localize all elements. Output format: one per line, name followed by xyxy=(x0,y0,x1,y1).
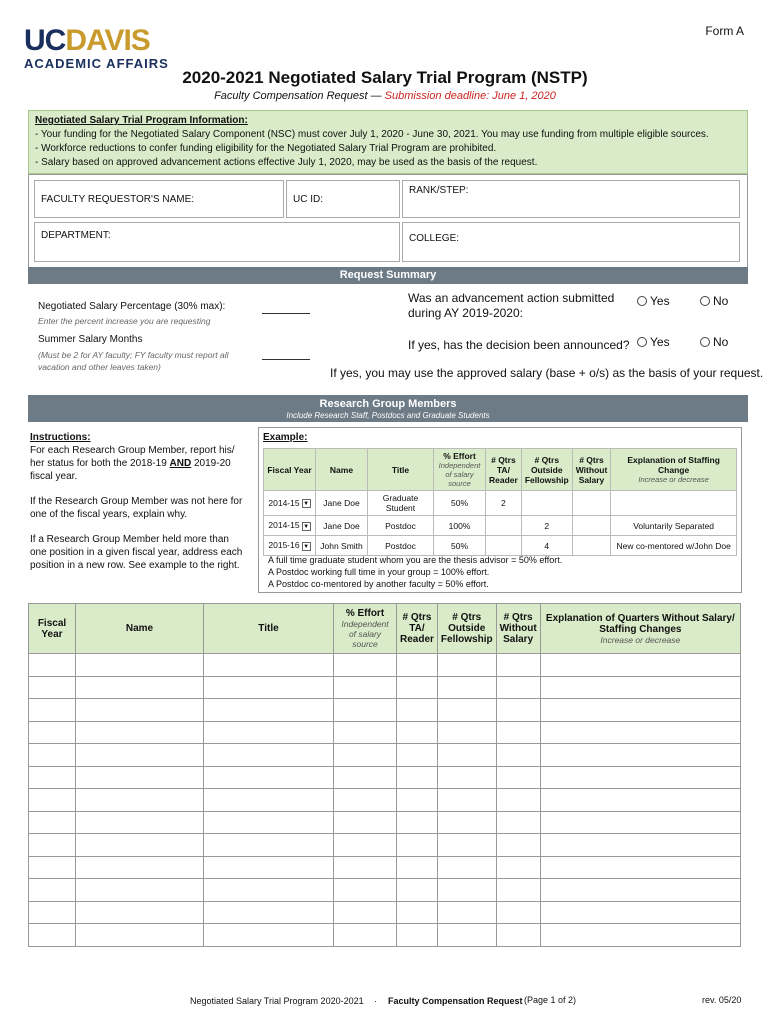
table-cell[interactable] xyxy=(76,789,204,812)
col-effort xyxy=(334,604,397,654)
ex-cell-title: Graduate Student xyxy=(368,491,434,516)
salary-pct-hint: Enter the percent increase you are requesting xyxy=(38,316,211,326)
college-field[interactable] xyxy=(402,222,740,262)
table-cell[interactable] xyxy=(496,789,540,812)
ex-cell-effort: 50% xyxy=(434,491,486,516)
deadline-text: Submission deadline: June 1, 2020 xyxy=(384,90,556,102)
chevron-down-icon: ▼ xyxy=(303,523,310,530)
table-cell[interactable] xyxy=(437,676,496,699)
table-cell[interactable] xyxy=(29,879,76,902)
table-cell[interactable] xyxy=(397,766,438,789)
table-row xyxy=(29,654,741,677)
example-note: A Postdoc working full time in your group = 100% effort. xyxy=(268,567,490,577)
instr-text: For each Research Group Member, report his/ her status for both the 2018-19 xyxy=(30,445,235,469)
table-cell[interactable] xyxy=(540,811,740,834)
ex-cell-ta xyxy=(486,516,522,536)
table-cell[interactable] xyxy=(76,834,204,857)
ex-cell-explain: Voluntarily Separated xyxy=(611,516,737,536)
requestor-name-label: FACULTY REQUESTOR'S NAME: xyxy=(41,194,195,205)
program-info-box xyxy=(28,110,748,174)
col-name: Name xyxy=(76,604,204,654)
table-cell[interactable] xyxy=(29,789,76,812)
table-cell[interactable] xyxy=(334,834,397,857)
table-cell[interactable] xyxy=(540,901,740,924)
announced-no-radio[interactable] xyxy=(700,335,728,349)
announced-question: If yes, has the decision been announced? xyxy=(408,338,630,352)
ex-cell-without xyxy=(572,491,611,516)
ex-fy-value: 2014-15 xyxy=(268,497,300,508)
table-cell[interactable] xyxy=(540,924,740,947)
effort-label: % Effort xyxy=(345,608,385,619)
table-cell[interactable] xyxy=(540,654,740,677)
chevron-down-icon: ▼ xyxy=(303,543,310,550)
table-cell[interactable] xyxy=(397,699,438,722)
ex-effort-label: % Effort xyxy=(443,451,476,461)
logo-uc-text: UC xyxy=(24,24,66,57)
table-cell[interactable] xyxy=(29,766,76,789)
table-cell[interactable] xyxy=(496,879,540,902)
col-fiscal-year: Fiscal Year xyxy=(29,604,76,654)
ex-cell-effort: 50% xyxy=(434,536,486,556)
table-cell[interactable] xyxy=(204,744,334,767)
table-cell[interactable] xyxy=(496,766,540,789)
yes-label: Yes xyxy=(650,335,670,349)
department-label: DEPARTMENT: xyxy=(41,230,111,241)
table-row xyxy=(29,699,741,722)
table-cell[interactable] xyxy=(29,901,76,924)
instr-text: 2019-20 fiscal year. xyxy=(30,458,231,482)
page-subtitle xyxy=(0,90,770,102)
instructions-p2: If the Research Group Member was not here for one of the fiscal years, explain why. xyxy=(30,496,243,520)
instr-and: AND xyxy=(169,458,192,469)
footer-form-name: Faculty Compensation Request xyxy=(388,996,523,1006)
table-cell[interactable] xyxy=(437,721,496,744)
table-cell[interactable] xyxy=(437,744,496,767)
table-cell[interactable] xyxy=(496,834,540,857)
ex-cell-name: Jane Doe xyxy=(316,516,368,536)
table-cell[interactable] xyxy=(334,856,397,879)
ex-cell-outside: 2 xyxy=(521,516,572,536)
advancement-yes-radio[interactable] xyxy=(637,294,670,308)
logo-davis-text: DAVIS xyxy=(65,24,150,57)
table-cell[interactable] xyxy=(29,924,76,947)
table-row xyxy=(29,924,741,947)
table-cell[interactable] xyxy=(334,766,397,789)
table-cell[interactable] xyxy=(496,744,540,767)
identity-section xyxy=(28,174,748,270)
table-row xyxy=(29,789,741,812)
table-cell[interactable] xyxy=(437,811,496,834)
ucdavis-logo xyxy=(24,24,150,58)
ucid-field[interactable] xyxy=(286,180,400,218)
table-cell[interactable] xyxy=(397,654,438,677)
table-cell[interactable] xyxy=(437,789,496,812)
table-cell[interactable] xyxy=(397,879,438,902)
table-cell[interactable] xyxy=(204,699,334,722)
table-row xyxy=(29,856,741,879)
table-cell[interactable] xyxy=(29,744,76,767)
col-ta-reader: # Qtrs TA/ Reader xyxy=(397,604,438,654)
table-cell[interactable] xyxy=(437,879,496,902)
table-cell[interactable] xyxy=(437,924,496,947)
table-cell[interactable] xyxy=(204,789,334,812)
info-item: - Salary based on approved advancement actions effective July 1, 2020, may be used as the basis of the request. xyxy=(35,157,538,168)
table-cell[interactable] xyxy=(540,834,740,857)
ex-effort-sub: Independent of salary source xyxy=(438,461,481,488)
ex-cell-explain: New co-mentored w/John Doe xyxy=(611,536,737,556)
ex-cell-outside: 4 xyxy=(521,536,572,556)
advancement-no-radio[interactable] xyxy=(700,294,728,308)
table-cell[interactable] xyxy=(496,654,540,677)
rank-step-field[interactable] xyxy=(402,180,740,218)
table-row xyxy=(29,834,741,857)
ex-col-without: # Qtrs Without Salary xyxy=(572,449,611,491)
col-without-salary: # Qtrs Without Salary xyxy=(496,604,540,654)
ex-cell-effort: 100% xyxy=(434,516,486,536)
requestor-name-field[interactable] xyxy=(34,180,284,218)
table-cell[interactable] xyxy=(540,856,740,879)
table-cell[interactable] xyxy=(76,676,204,699)
table-cell[interactable] xyxy=(29,834,76,857)
example-note: A Postdoc co-mentored by another faculty = 50% effort. xyxy=(268,579,489,589)
table-cell[interactable] xyxy=(437,654,496,677)
table-cell[interactable] xyxy=(540,676,740,699)
table-cell[interactable] xyxy=(437,699,496,722)
department-field[interactable] xyxy=(34,222,400,262)
research-group-subtitle: Include Research Staff, Postdocs and Graduate Students xyxy=(286,411,490,420)
table-cell[interactable] xyxy=(496,699,540,722)
ex-cell-without xyxy=(572,516,611,536)
table-cell[interactable] xyxy=(437,766,496,789)
ex-cell-explain xyxy=(611,491,737,516)
info-item: - Workforce reductions to confer funding eligibility for the Negotiated Salary Trial Program are prohibited. xyxy=(35,143,497,154)
table-cell[interactable] xyxy=(76,654,204,677)
col-outside-fellowship: # Qtrs Outside Fellowship xyxy=(437,604,496,654)
table-cell[interactable] xyxy=(204,901,334,924)
table-cell[interactable] xyxy=(334,924,397,947)
request-summary-bar: Request Summary xyxy=(28,267,748,284)
approved-salary-note: If yes, you may use the approved salary (base + o/s) as the basis of your request. xyxy=(330,366,764,380)
table-row xyxy=(29,744,741,767)
explain-label: Explanation of Quarters Without Salary/ Staffing Changes xyxy=(545,612,735,635)
salary-pct-input[interactable] xyxy=(262,300,310,314)
table-cell[interactable] xyxy=(204,924,334,947)
table-cell[interactable] xyxy=(76,901,204,924)
example-header-row xyxy=(264,449,737,491)
ex-cell-fy xyxy=(264,516,316,536)
ex-cell-without xyxy=(572,536,611,556)
no-label: No xyxy=(713,294,729,308)
table-cell[interactable] xyxy=(29,811,76,834)
footer-program: Negotiated Salary Trial Program 2020-2021 xyxy=(190,996,364,1006)
table-cell[interactable] xyxy=(334,901,397,924)
table-row xyxy=(29,721,741,744)
ex-fy-value: 2014-15 xyxy=(268,520,300,531)
salary-pct-label: Negotiated Salary Percentage (30% max): xyxy=(38,301,226,312)
table-cell[interactable] xyxy=(204,811,334,834)
research-group-table xyxy=(28,603,741,947)
info-heading: Negotiated Salary Trial Program Information: xyxy=(35,115,248,126)
table-cell[interactable] xyxy=(397,834,438,857)
example-table xyxy=(263,448,737,556)
table-cell[interactable] xyxy=(496,811,540,834)
table-cell[interactable] xyxy=(496,856,540,879)
form-label: Form A xyxy=(705,24,744,38)
table-cell[interactable] xyxy=(29,654,76,677)
table-cell[interactable] xyxy=(397,811,438,834)
example-row xyxy=(264,491,737,516)
col-explanation xyxy=(540,604,740,654)
radio-icon xyxy=(637,296,647,306)
example-note: A full time graduate student whom you are the thesis advisor = 50% effort. xyxy=(268,555,563,565)
table-cell[interactable] xyxy=(540,699,740,722)
table-cell[interactable] xyxy=(437,834,496,857)
main-header-row xyxy=(29,604,741,654)
table-cell[interactable] xyxy=(397,721,438,744)
table-cell[interactable] xyxy=(540,766,740,789)
table-cell[interactable] xyxy=(540,879,740,902)
explain-sub: Increase or decrease xyxy=(600,634,681,645)
advancement-question: Was an advancement action submitted during AY 2019-2020: xyxy=(408,291,615,320)
ex-col-name: Name xyxy=(316,449,368,491)
ex-col-effort xyxy=(434,449,486,491)
logo-subtitle: ACADEMIC AFFAIRS xyxy=(24,56,169,71)
ex-fy-value: 2015-16 xyxy=(268,540,300,551)
instructions-heading: Instructions: xyxy=(30,432,91,443)
instructions-p1 xyxy=(30,444,245,483)
table-cell[interactable] xyxy=(76,924,204,947)
table-cell[interactable] xyxy=(334,879,397,902)
table-cell[interactable] xyxy=(76,744,204,767)
table-cell[interactable] xyxy=(204,834,334,857)
ex-cell-fy xyxy=(264,536,316,556)
research-group-title: Research Group Members xyxy=(319,398,457,410)
footer-page: (Page 1 of 2) xyxy=(524,995,577,1005)
table-cell[interactable] xyxy=(29,699,76,722)
page-title: 2020-2021 Negotiated Salary Trial Program (NSTP) xyxy=(182,68,588,87)
yes-label: Yes xyxy=(650,294,670,308)
ucid-label: UC ID: xyxy=(293,194,323,205)
example-notes xyxy=(268,554,562,590)
ex-cell-outside xyxy=(521,491,572,516)
table-cell[interactable] xyxy=(437,901,496,924)
table-cell[interactable] xyxy=(397,856,438,879)
table-cell[interactable] xyxy=(76,721,204,744)
table-cell[interactable] xyxy=(29,676,76,699)
table-cell[interactable] xyxy=(334,789,397,812)
table-cell[interactable] xyxy=(204,676,334,699)
ex-col-ta: # Qtrs TA/ Reader xyxy=(486,449,522,491)
footer-separator: · xyxy=(374,996,377,1006)
ex-cell-name: Jane Doe xyxy=(316,491,368,516)
ex-cell-title: Postdoc xyxy=(368,536,434,556)
table-cell[interactable] xyxy=(334,721,397,744)
example-row xyxy=(264,536,737,556)
table-cell[interactable] xyxy=(496,901,540,924)
instructions-p3: If a Research Group Member held more than one position in a given fiscal year, address each position in a new row. See example to the right. xyxy=(30,534,243,571)
ex-col-explain xyxy=(611,449,737,491)
table-cell[interactable] xyxy=(76,811,204,834)
radio-icon xyxy=(637,337,647,347)
footer-revision: rev. 05/20 xyxy=(702,995,742,1005)
table-cell[interactable] xyxy=(204,879,334,902)
table-cell[interactable] xyxy=(204,766,334,789)
no-label: No xyxy=(713,335,729,349)
table-cell[interactable] xyxy=(496,676,540,699)
ex-cell-fy xyxy=(264,491,316,516)
ex-cell-ta xyxy=(486,536,522,556)
table-cell[interactable] xyxy=(397,789,438,812)
summer-months-label: Summer Salary Months xyxy=(38,334,143,345)
table-cell[interactable] xyxy=(76,766,204,789)
college-label: COLLEGE: xyxy=(409,233,460,244)
radio-icon xyxy=(700,296,710,306)
ex-col-title: Title xyxy=(368,449,434,491)
table-cell[interactable] xyxy=(204,721,334,744)
chevron-down-icon: ▼ xyxy=(303,501,310,508)
ex-cell-ta: 2 xyxy=(486,491,522,516)
instructions-block xyxy=(30,431,245,572)
table-cell[interactable] xyxy=(76,879,204,902)
ex-explain-sub: Increase or decrease xyxy=(638,475,709,484)
ex-cell-name: John Smith xyxy=(316,536,368,556)
table-cell[interactable] xyxy=(397,744,438,767)
table-row xyxy=(29,766,741,789)
table-cell[interactable] xyxy=(540,789,740,812)
ex-cell-title: Postdoc xyxy=(368,516,434,536)
table-cell[interactable] xyxy=(496,924,540,947)
table-cell[interactable] xyxy=(29,856,76,879)
announced-yes-radio[interactable] xyxy=(637,335,670,349)
table-cell[interactable] xyxy=(540,721,740,744)
subtitle-text: Faculty Compensation Request — xyxy=(214,90,385,102)
effort-sub: Independent of salary source xyxy=(341,619,389,649)
col-title: Title xyxy=(204,604,334,654)
table-cell[interactable] xyxy=(29,721,76,744)
table-cell[interactable] xyxy=(76,699,204,722)
table-row xyxy=(29,879,741,902)
table-cell[interactable] xyxy=(540,744,740,767)
ex-col-outside: # Qtrs Outside Fellowship xyxy=(521,449,572,491)
research-group-bar xyxy=(28,395,748,422)
summer-months-hint: (Must be 2 for AY faculty; FY faculty must report all vacation and other leaves taken) xyxy=(38,350,229,372)
table-cell[interactable] xyxy=(334,744,397,767)
radio-icon xyxy=(700,337,710,347)
rank-step-label: RANK/STEP: xyxy=(409,185,469,196)
example-box xyxy=(258,427,742,593)
ex-col-fiscal: Fiscal Year xyxy=(264,449,316,491)
table-cell[interactable] xyxy=(334,676,397,699)
table-row xyxy=(29,811,741,834)
table-cell[interactable] xyxy=(76,856,204,879)
main-table-body xyxy=(29,654,741,947)
table-cell[interactable] xyxy=(397,676,438,699)
table-cell[interactable] xyxy=(397,924,438,947)
example-heading: Example: xyxy=(263,432,308,443)
table-cell[interactable] xyxy=(496,721,540,744)
table-row xyxy=(29,676,741,699)
table-cell[interactable] xyxy=(334,654,397,677)
table-cell[interactable] xyxy=(334,811,397,834)
table-cell[interactable] xyxy=(334,699,397,722)
table-cell[interactable] xyxy=(397,901,438,924)
table-row xyxy=(29,901,741,924)
table-cell[interactable] xyxy=(204,654,334,677)
table-cell[interactable] xyxy=(437,856,496,879)
ex-explain-label: Explanation of Staffing Change xyxy=(627,455,720,475)
example-row xyxy=(264,516,737,536)
summer-months-input[interactable] xyxy=(262,346,310,360)
table-cell[interactable] xyxy=(204,856,334,879)
info-item: - Your funding for the Negotiated Salary Component (NSC) must cover July 1, 2020 - June 30, 2021. You may use funding from multiple eligible sources. xyxy=(35,129,709,140)
